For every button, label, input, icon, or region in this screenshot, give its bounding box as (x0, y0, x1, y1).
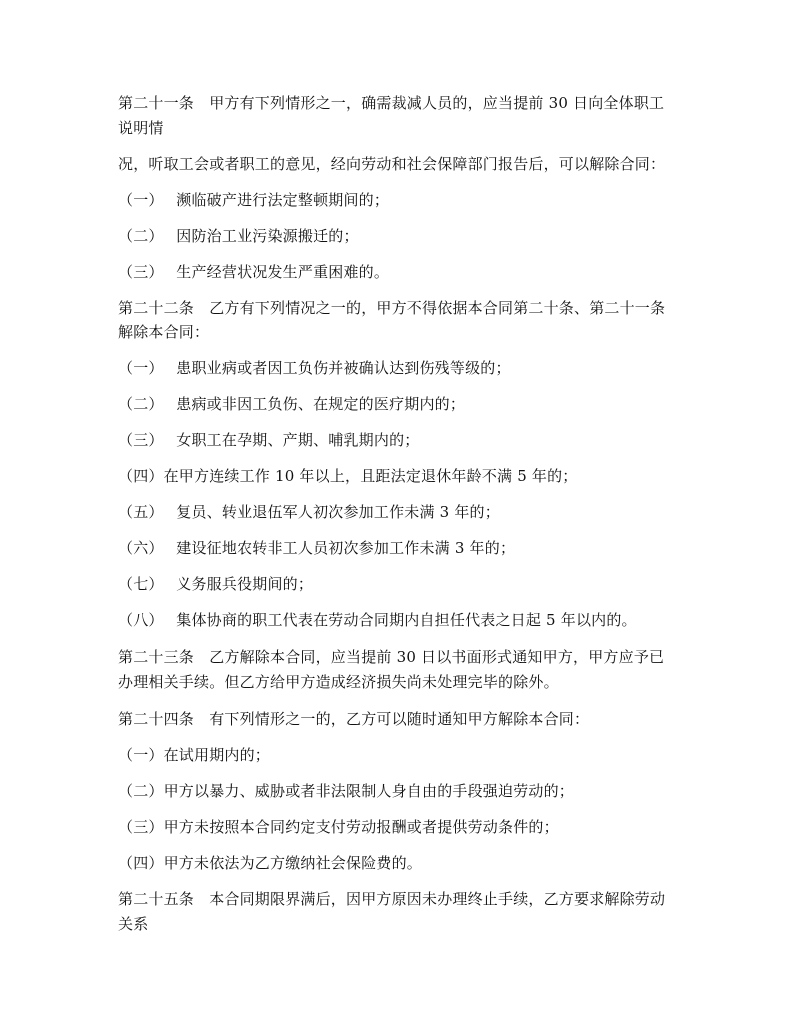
art22-item-4: （四）在甲方连续工作 10 年以上，且距法定退休年龄不满 5 年的； (118, 467, 578, 485)
art22-item-7: （七） 义务服兵役期间的； (118, 575, 314, 593)
art24-item-4: （四）甲方未依法为乙方缴纳社会保险费的。 (118, 854, 423, 872)
art25-line1: 第二十五条 本合同期限界满后，因甲方原因未办理终止手续，乙方要求解除劳动 (118, 890, 666, 908)
art24-item-3: （三）甲方未按照本合同约定支付劳动报酬或者提供劳动条件的； (118, 818, 559, 836)
art25-line2: 关系 (118, 915, 149, 933)
art22-line2: 解除本合同： (118, 323, 210, 341)
art22-item-6: （六） 建设征地农转非工人员初次参加工作未满 3 年的； (118, 539, 516, 557)
art22-item-3: （三） 女职工在孕期、产期、哺乳期内的； (118, 431, 420, 449)
art24-item-2: （二）甲方以暴力、威胁或者非法限制人身自由的手段强迫劳动的； (118, 782, 575, 800)
art24-line1: 第二十四条 有下列情形之一的，乙方可以随时通知甲方解除本合同： (118, 710, 590, 728)
art22-line1: 第二十二条 乙方有下列情况之一的，甲方不得依据本合同第二十条、第二十一条 (118, 299, 666, 317)
art23-line1: 第二十三条 乙方解除本合同，应当提前 30 日以书面形式通知甲方，甲方应予已 (118, 648, 665, 666)
art23-line2: 办理相关手续。但乙方给甲方造成经济损失尚未处理完毕的除外。 (118, 673, 559, 691)
art21-item-3: （三） 生产经营状况发生严重困难的。 (118, 263, 390, 281)
art21-item-1: （一） 濒临破产进行法定整顿期间的； (118, 191, 390, 209)
art22-item-5: （五） 复员、转业退伍军人初次参加工作未满 3 年的； (118, 503, 500, 521)
art22-item-8: （八） 集体协商的职工代表在劳动合同期内自担任代表之日起 5 年以内的。 (118, 611, 637, 629)
art21-line2: 说明情 (118, 119, 164, 137)
art24-item-1: （一）在试用期内的； (118, 746, 271, 764)
art21-item-2: （二） 因防治工业污染源搬迁的； (118, 227, 359, 245)
art22-item-1: （一） 患职业病或者因工负伤并被确认达到伤残等级的； (118, 359, 511, 377)
art21-line1: 第二十一条 甲方有下列情形之一，确需裁减人员的，应当提前 30 日向全体职工 (118, 94, 665, 112)
art21-line3: 况，听取工会或者职工的意见，经向劳动和社会保障部门报告后，可以解除合同： (118, 155, 666, 173)
art22-item-2: （二） 患病或非因工负伤、在规定的医疗期内的； (118, 395, 466, 413)
